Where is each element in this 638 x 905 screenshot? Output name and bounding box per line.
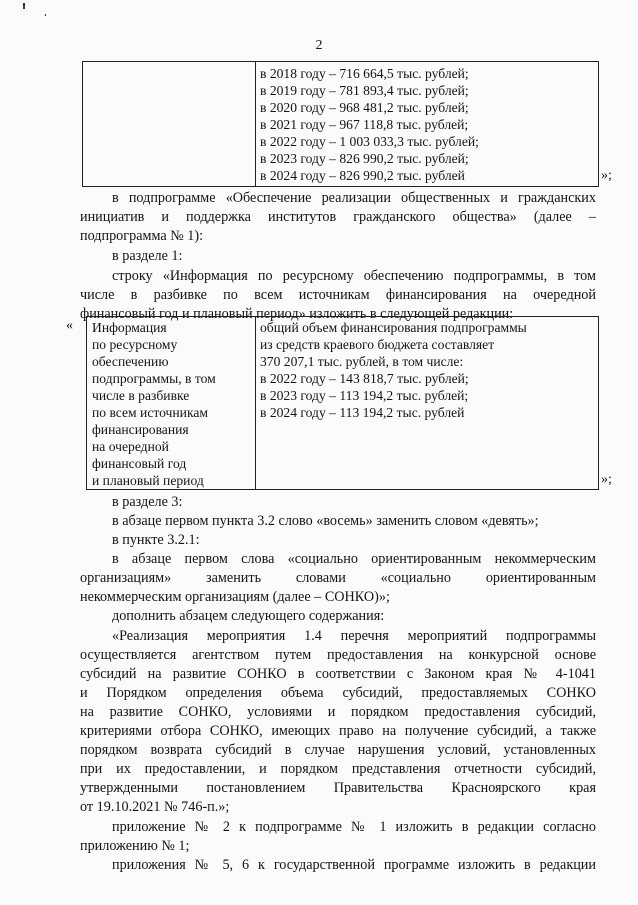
text-line: в абзаце первом слова «социально ориентированным некоммерческим — [112, 551, 596, 567]
funding-line: в 2021 году – 967 118,8 тыс. рублей; — [260, 117, 469, 132]
text-line: в пункте 3.2.1: — [112, 532, 200, 548]
table-column-divider — [255, 62, 256, 186]
closing-quote: »; — [601, 168, 612, 183]
value-line: 370 207,1 тыс. рублей, в том числе: — [260, 354, 464, 369]
text-line: финансовый год и плановый период» изложить в следующей редакции: — [80, 306, 514, 322]
label-line: Информация — [92, 320, 167, 335]
funding-line: в 2022 году – 1 003 033,3 тыс. рублей; — [260, 134, 479, 149]
text-line: строку «Информация по ресурсному обеспечению подпрограммы, в том — [112, 268, 596, 284]
value-line: из средств краевого бюджета составляет — [260, 337, 495, 352]
value-line: общий объем финансирования подпрограммы — [260, 320, 527, 335]
text-line: дополнить абзацем следующего содержания: — [112, 608, 385, 624]
label-line: на очередной — [92, 439, 169, 454]
opening-quote: « — [66, 318, 73, 333]
funding-line: в 2023 году – 826 990,2 тыс. рублей; — [260, 151, 469, 166]
text-line: в разделе 1: — [112, 248, 183, 264]
text-line: в подпрограмме «Обеспечение реализации общественных и гражданских — [112, 190, 596, 206]
text-line: «Реализация мероприятия 1.4 перечня мероприятий подпрограммы — [112, 628, 596, 644]
text-line: на развитие СОНКО, условиями и порядком предоставления субсидий, — [80, 704, 596, 720]
table-column-divider — [255, 317, 256, 489]
value-line: в 2024 году – 113 194,2 тыс. рублей — [260, 405, 465, 420]
text-line: при их предоставлении, и порядком представления отчетности субсидий, — [80, 761, 596, 777]
scan-speck — [45, 14, 46, 16]
text-line: в разделе 3: — [112, 494, 183, 510]
text-line: утвержденными постановлением Правительства Красноярского края — [80, 780, 596, 796]
label-line: и плановый период — [92, 473, 204, 488]
text-line: приложению № 1; — [80, 838, 190, 854]
text-line: инициатив и поддержка институтов гражданского общества» (далее – — [80, 209, 596, 225]
text-line: осуществляется агентством путем предоставления на конкурсной основе — [80, 647, 596, 663]
funding-line: в 2020 году – 968 481,2 тыс. рублей; — [260, 100, 469, 115]
label-line: финансирования — [92, 422, 189, 437]
text-line: подпрограмма № 1): — [80, 228, 204, 244]
text-line: числе в разбивке по всем источникам финансирования на очередной — [80, 287, 596, 303]
funding-line: в 2018 году – 716 664,5 тыс. рублей; — [260, 66, 469, 81]
text-line: приложение № 2 к подпрограмме № 1 изложить в редакции согласно — [112, 819, 596, 835]
label-line: обеспечению — [92, 354, 169, 369]
resource-info-value — [260, 319, 527, 421]
resource-info-label — [92, 319, 216, 489]
text-line: от 19.10.2021 № 746-п.»; — [80, 799, 230, 815]
label-line: финансовый год — [92, 456, 187, 471]
text-line: приложения № 5, 6 к государственной программе изложить в редакции — [112, 857, 596, 873]
text-line: порядком возврата субсидий в случае нарушения условий, установленных — [80, 742, 596, 758]
funding-table-year-list — [260, 65, 479, 184]
closing-quote: »; — [601, 472, 612, 487]
page-number: 2 — [315, 38, 323, 53]
funding-line: в 2019 году – 781 893,4 тыс. рублей; — [260, 83, 469, 98]
text-line: некоммерческим организациям (далее – СОНКО)»; — [80, 589, 390, 605]
label-line: подпрограммы, в том — [92, 371, 216, 386]
text-line: субсидий на развитие СОНКО в соответствии с Законом края № 4-1041 — [80, 666, 596, 682]
scan-speck — [23, 3, 25, 9]
funding-line: в 2024 году – 826 990,2 тыс. рублей — [260, 168, 465, 183]
text-line: критериями отбора СОНКО, имеющих право на получение субсидий, а также — [80, 723, 596, 739]
text-line: и Порядком определения объема субсидий, предоставляемых СОНКО — [80, 685, 596, 701]
value-line: в 2023 году – 113 194,2 тыс. рублей; — [260, 388, 469, 403]
label-line: по всем источникам — [92, 405, 208, 420]
text-line: в абзаце первом пункта 3.2 слово «восемь» заменить словом «девять»; — [112, 513, 539, 529]
text-line: организациям» заменить словами «социально ориентированным — [80, 570, 596, 586]
label-line: числе в разбивке — [92, 388, 190, 403]
label-line: по ресурсному — [92, 337, 178, 352]
value-line: в 2022 году – 143 818,7 тыс. рублей; — [260, 371, 469, 386]
